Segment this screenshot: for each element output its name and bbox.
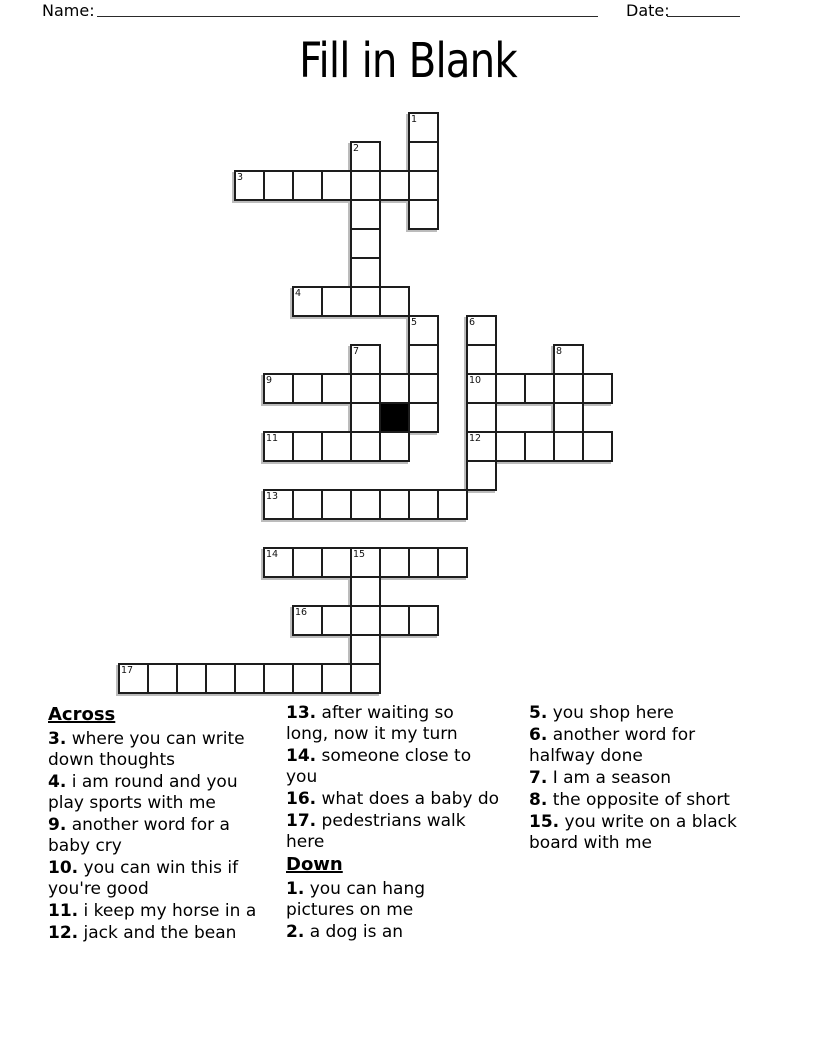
- grid-cell[interactable]: [408, 605, 439, 636]
- clue-across-14: [286, 746, 499, 788]
- grid-cell[interactable]: [292, 489, 323, 520]
- clues-header-across: Across: [48, 704, 116, 725]
- grid-cell[interactable]: [379, 373, 410, 404]
- clue-number: 5.: [529, 703, 548, 723]
- grid-cell[interactable]: [350, 547, 381, 578]
- grid-cell[interactable]: [176, 663, 207, 694]
- name-label: Name:: [42, 1, 95, 20]
- grid-cell[interactable]: [321, 431, 352, 462]
- grid-cell[interactable]: [350, 605, 381, 636]
- clue-line: down thoughts: [48, 750, 175, 770]
- clue-line: 14. someone close to: [286, 746, 472, 766]
- grid-cell[interactable]: [263, 373, 294, 404]
- clue-down-8: [529, 790, 737, 811]
- clue-line: 5. you shop here: [529, 703, 674, 723]
- clue-number: 6.: [529, 725, 548, 745]
- clue-number: 3.: [48, 729, 67, 749]
- clues-header-down: Down: [286, 854, 343, 875]
- cell-number: 5: [411, 317, 418, 328]
- clue-line: 6. another word for: [529, 725, 696, 745]
- grid-cell[interactable]: [553, 344, 584, 375]
- cell-number: 12: [469, 433, 482, 444]
- grid-cell[interactable]: [495, 373, 526, 404]
- clue-number: 17.: [286, 811, 317, 831]
- grid-cell[interactable]: [350, 373, 381, 404]
- clue-line: 9. another word for a: [48, 815, 230, 835]
- clue-across-16: [286, 789, 499, 810]
- grid-cell[interactable]: [292, 286, 323, 317]
- clue-number: 2.: [286, 922, 305, 942]
- grid-cell[interactable]: [321, 286, 352, 317]
- grid-cell[interactable]: [379, 605, 410, 636]
- grid-cell[interactable]: [350, 257, 381, 288]
- clues-column-2: [286, 703, 499, 944]
- grid-cell[interactable]: [292, 373, 323, 404]
- grid-cell[interactable]: [379, 489, 410, 520]
- grid-cell[interactable]: [321, 170, 352, 201]
- grid-cell[interactable]: [350, 402, 381, 433]
- clue-across-17: [286, 811, 499, 853]
- clue-line: board with me: [529, 833, 652, 853]
- clue-across-12: [48, 923, 256, 944]
- grid-cell[interactable]: [292, 547, 323, 578]
- grid-cell[interactable]: [321, 373, 352, 404]
- grid-cell[interactable]: [350, 663, 381, 694]
- cell-number: 1: [411, 114, 418, 125]
- grid-cell[interactable]: [147, 663, 178, 694]
- clue-line: 10. you can win this if: [48, 858, 239, 878]
- grid-cell[interactable]: [350, 228, 381, 259]
- grid-cell[interactable]: [321, 489, 352, 520]
- grid-cell[interactable]: [350, 199, 381, 230]
- clue-line: baby cry: [48, 836, 122, 856]
- cell-number: 8: [556, 346, 563, 357]
- clue-number: 13.: [286, 703, 317, 723]
- clue-line: play sports with me: [48, 793, 216, 813]
- grid-cell[interactable]: [408, 112, 439, 143]
- cell-number: 15: [353, 549, 366, 560]
- clue-number: 7.: [529, 768, 548, 788]
- clue-line: 11. i keep my horse in a: [48, 901, 257, 921]
- grid-cell[interactable]: [495, 431, 526, 462]
- clue-line: you're good: [48, 879, 149, 899]
- clue-line: long, now it my turn: [286, 724, 458, 744]
- grid-cell[interactable]: [350, 344, 381, 375]
- grid-cell[interactable]: [234, 170, 265, 201]
- grid-cell[interactable]: [466, 315, 497, 346]
- clue-line: 15. you write on a black: [529, 812, 737, 832]
- grid-cell[interactable]: [582, 431, 613, 462]
- clue-line: you: [286, 767, 318, 787]
- grid-cell[interactable]: [321, 663, 352, 694]
- grid-cell[interactable]: [379, 431, 410, 462]
- clue-number: 15.: [529, 812, 560, 832]
- grid-cell[interactable]: [205, 663, 236, 694]
- grid-cell[interactable]: [292, 605, 323, 636]
- grid-cell[interactable]: [263, 547, 294, 578]
- grid-cell[interactable]: [350, 634, 381, 665]
- cell-number: 16: [295, 607, 308, 618]
- grid-cell[interactable]: [582, 373, 613, 404]
- grid-cell[interactable]: [350, 141, 381, 172]
- grid-cell[interactable]: [408, 373, 439, 404]
- clue-number: 16.: [286, 789, 317, 809]
- grid-cell[interactable]: [379, 286, 410, 317]
- grid-cell[interactable]: [408, 489, 439, 520]
- grid-cell[interactable]: [524, 373, 555, 404]
- grid-cell[interactable]: [263, 170, 294, 201]
- cell-number: 9: [266, 375, 273, 386]
- grid-cell[interactable]: [408, 199, 439, 230]
- grid-cell[interactable]: [408, 547, 439, 578]
- clue-down-1: [286, 879, 499, 921]
- date-label: Date:: [626, 1, 670, 20]
- grid-cell[interactable]: [408, 402, 439, 433]
- clue-line: 1. you can hang: [286, 879, 426, 899]
- clue-across-9: [48, 815, 256, 857]
- grid-cell[interactable]: [553, 402, 584, 433]
- grid-cell[interactable]: [234, 663, 265, 694]
- clues-column-3: [529, 703, 737, 855]
- clue-line: 2. a dog is an: [286, 922, 404, 942]
- page-title: Fill in Blank: [299, 33, 517, 89]
- grid-cell[interactable]: [292, 663, 323, 694]
- grid-cell[interactable]: [408, 141, 439, 172]
- grid-cell[interactable]: [350, 286, 381, 317]
- grid-cell[interactable]: [466, 373, 497, 404]
- grid-cell[interactable]: [263, 489, 294, 520]
- clue-down-5: [529, 703, 737, 724]
- clue-number: 14.: [286, 746, 317, 766]
- grid-cell[interactable]: [408, 315, 439, 346]
- grid-cell[interactable]: [292, 170, 323, 201]
- grid-cell[interactable]: [350, 170, 381, 201]
- clue-line: 7. I am a season: [529, 768, 672, 788]
- grid-cell[interactable]: [321, 605, 352, 636]
- clue-number: 12.: [48, 923, 79, 943]
- clue-across-11: [48, 901, 256, 922]
- grid-cell[interactable]: [350, 576, 381, 607]
- clue-down-15: [529, 812, 737, 854]
- blocked-cell: [379, 402, 410, 433]
- grid-cell[interactable]: [553, 431, 584, 462]
- clue-line: 17. pedestrians walk: [286, 811, 466, 831]
- clue-number: 1.: [286, 879, 305, 899]
- clue-line: 8. the opposite of short: [529, 790, 730, 810]
- grid-cell[interactable]: [118, 663, 149, 694]
- clue-number: 11.: [48, 901, 79, 921]
- grid-cell[interactable]: [466, 344, 497, 375]
- grid-cell[interactable]: [408, 170, 439, 201]
- clue-line: here: [286, 832, 325, 852]
- clue-line: 12. jack and the bean: [48, 923, 237, 943]
- clue-number: 10.: [48, 858, 79, 878]
- grid-cell[interactable]: [379, 547, 410, 578]
- grid-cell[interactable]: [524, 431, 555, 462]
- clue-down-7: [529, 768, 737, 789]
- grid-cell[interactable]: [466, 431, 497, 462]
- cell-number: 2: [353, 143, 360, 154]
- cell-number: 3: [237, 172, 244, 183]
- grid-cell[interactable]: [263, 663, 294, 694]
- cell-number: 10: [469, 375, 482, 386]
- cell-number: 13: [266, 491, 279, 502]
- clue-line: 16. what does a baby do: [286, 789, 500, 809]
- clue-across-10: [48, 858, 256, 900]
- cell-number: 7: [353, 346, 360, 357]
- clues-column-1: [48, 703, 256, 945]
- clue-down-2: [286, 922, 499, 943]
- grid-cell[interactable]: [437, 547, 468, 578]
- clue-down-6: [529, 725, 737, 767]
- grid-cell[interactable]: [321, 547, 352, 578]
- grid-cell[interactable]: [379, 170, 410, 201]
- clue-number: 4.: [48, 772, 67, 792]
- cell-number: 17: [121, 665, 134, 676]
- grid-cell[interactable]: [292, 431, 323, 462]
- clue-line: 13. after waiting so: [286, 703, 454, 723]
- grid-cell[interactable]: [408, 344, 439, 375]
- clue-line: 4. i am round and you: [48, 772, 238, 792]
- cell-number: 11: [266, 433, 279, 444]
- cell-number: 14: [266, 549, 279, 560]
- clue-number: 8.: [529, 790, 548, 810]
- grid-cell[interactable]: [553, 373, 584, 404]
- clue-across-13: [286, 703, 499, 745]
- grid-cell[interactable]: [350, 431, 381, 462]
- grid-cell[interactable]: [263, 431, 294, 462]
- clue-line: 3. where you can write: [48, 729, 245, 749]
- grid-cell[interactable]: [466, 402, 497, 433]
- grid-cell[interactable]: [466, 460, 497, 491]
- grid-cell[interactable]: [437, 489, 468, 520]
- clue-across-3: [48, 729, 256, 771]
- cell-number: 6: [469, 317, 476, 328]
- clue-across-4: [48, 772, 256, 814]
- grid-cell[interactable]: [350, 489, 381, 520]
- clue-number: 9.: [48, 815, 67, 835]
- clue-line: halfway done: [529, 746, 643, 766]
- clue-line: pictures on me: [286, 900, 414, 920]
- cell-number: 4: [295, 288, 302, 299]
